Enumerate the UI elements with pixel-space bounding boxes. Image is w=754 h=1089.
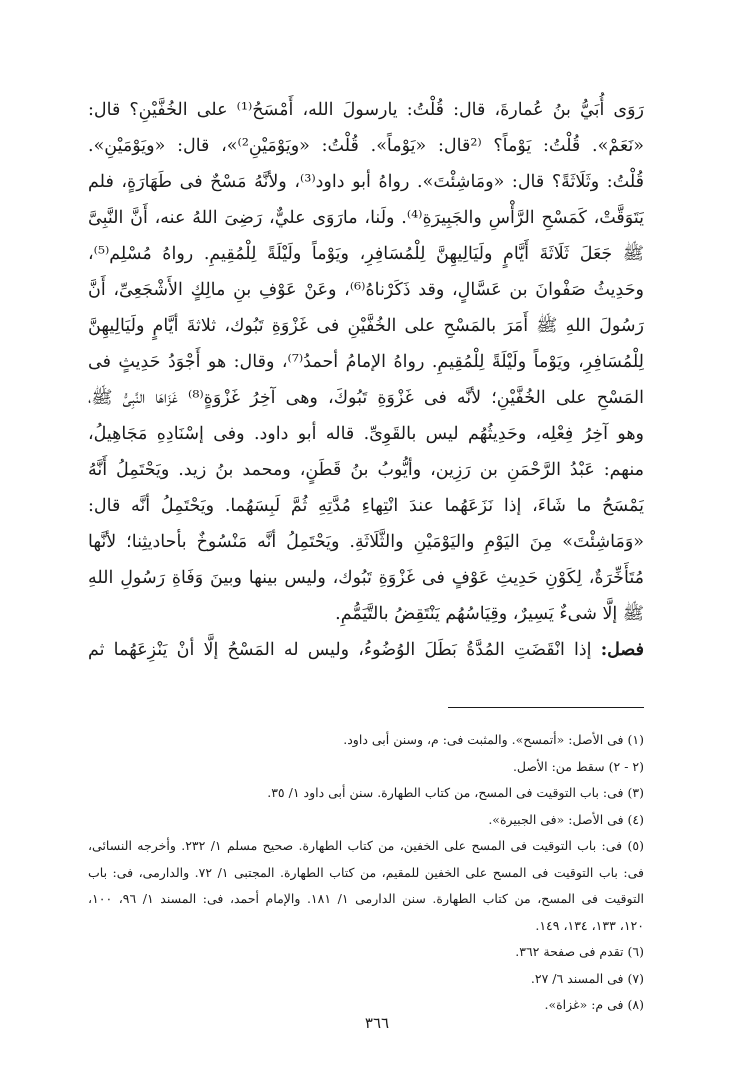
footnote-continuation: فى: باب التوقيت فى المسح على الخفين للمقيم، من كتاب الطهارة. المجتبى ١/ ٧٢. والدارمى، فى: باب (88, 864, 644, 880)
text-line: «وَمَاشِئْتَ» مِنَ اليَوْمِ واليَوْمَيْنِ والثَّلَاثَةِ. ويَحْتَمِلُ أنَّه مَنْسُوخٌ بأحاديثِنا؛ لأنَّها (88, 532, 644, 552)
footnote-continuation: التوقيت فى المسح، من كتاب الطهارة. سنن الدارمى ١/ ١٨١. والإمام أحمد، فى: المسند ١/ ٩٦، ١٠٠، (88, 891, 644, 906)
footnote: (٣) فى: باب التوقيت فى المسح، من كتاب الطهارة. سنن أبى داود ١/ ٣٥. (267, 785, 644, 800)
fasl-line (88, 632, 644, 668)
footnote: (٧) فى المسند ٦/ ٢٧. (530, 970, 644, 986)
text-line: مُتَأَخِّرَةٌ، لِكَوْنِ حَدِيثِ عَوْفٍ فى غَزْوَةِ تَبُوك، وليس بينها وبينَ وَفَاةِ رَسُولِ اللهِ (88, 568, 644, 588)
text-line: ﷺ جَعَلَ ثَلَاثَةَ أَيَّامٍ ولَيَالِيهِنَّ لِلْمُسَافِرِ، ويَوْماً ولَيْلَةً لِلْمُقِيمِ. رواهُ مُسْلِم⁽⁵⁾، (88, 244, 644, 264)
footnote: (١) فى الأصل: «أتمسح». والمثبت فى: م، وسنن أبى داود. (343, 732, 644, 747)
text-line: وهو آخِرُ فِعْلِه، وحَدِيثُهُم ليس بالقَوِىِّ. قاله أبو داود. وفى إسْنَادِهِ مَجَاهِيلُ، (88, 424, 644, 444)
text-line: رَوَى أُبَيُّ بنُ عُمارةَ، قال: قُلْتُ: يارسولَ الله، أَمْسَحُ⁽¹⁾ على الخُفَّيْنِ؟ قال: (88, 100, 644, 120)
text-line: المَسْحِ على الخُفَّيْنِ؛ لأنَّه فى غَزْوَةِ تَبُوكَ، وهى آخِرُ غَزْوَةٍ⁽⁸⁾ غَزَاهَا النَّبِىُّ ﷺ، (88, 388, 644, 408)
footnote: (٢ - ٢) سقط من: الأصل. (512, 758, 644, 774)
text-line: يَتَوَقَّتْ، كَمَسْحِ الرَّأْسِ والجَبِيرَةِ⁽⁴⁾. ولَنا، مارَوَى عليٌّ، رَضِىَ اللهُ عنه، أَنَّ النَّبِىَّ (88, 208, 644, 228)
text-line: رَسُولَ اللهِ ﷺ أَمَرَ بالمَسْحِ على الخُفَّيْنِ فى غَزْوَةِ تَبُوك، ثلاثةَ أيَّامٍ ولَيَالِيهِنَّ (88, 316, 644, 336)
text-line: يَمْسَحُ ما شَاءَ، إذا نَزَعَهُما عندَ انْتِهاءِ مُدَّتِهِ ثُمَّ لَبِسَهُما. ويَحْتَمِلُ أنَّه قال: (88, 496, 644, 516)
main-text (88, 92, 644, 668)
text-line: منهم: عَبْدُ الرَّحْمَنِ بن رَزِين، وأيُّوبُ بنُ قَطَنٍ، ومحمد بنُ زيد. ويَحْتَمِلُ أَنَّهُ (88, 460, 644, 480)
text-line: «نَعَمْ». قُلْتُ: يَوْماً؟ ⁽²قال: «يَوْماً». قُلْتُ: «ويَوْمَيْنِ²⁾»، قال: «ويَوْمَيْنِ». (88, 136, 644, 156)
text-line: وحَدِيثُ صَفْوانَ بن عَسَّالٍ، وقد ذَكَرْناهُ⁽⁶⁾، وعَنْ عَوْفِ بنِ مالِكٍ الأَشْجَعِىِّ، أَنَّ (88, 280, 644, 300)
footnote-continuation: ١٢٠، ١٣٣، ١٣٤، ١٤٩. (535, 917, 644, 933)
footnote-divider (448, 707, 644, 708)
footnote: (٦) تقدم فى صفحة ٣٦٢. (515, 944, 644, 959)
text-line: قُلْتُ: وثَلَاثَةً؟ قال: «ومَاشِئْتَ». رواهُ أبو داود⁽³⁾، ولأنَّهُ مَسْحٌ فى طَهَارَةٍ، فلم (88, 172, 644, 192)
text-line: لِلْمُسَافِرِ، ويَوْماً ولَيْلَةً لِلْمُقِيمِ. رواهُ الإمامُ أحمدُ⁽⁷⁾، وقال: هو أَجْوَدُ حَدِيثٍ فى (88, 352, 644, 372)
footnote: (٤) فى الأصل: «فى الجبيرة». (488, 811, 644, 827)
fasl-text: إذا انْقَضَتِ المُدَّةُ بَطَلَ الوُضُوءُ، وليس له المَسْحُ إلَّا أنْ يَنْزِعَهُما ثم (88, 640, 592, 660)
footnotes (88, 727, 644, 1019)
section-label: فصل: (600, 640, 644, 660)
footnote: (٨) فى م: «غزاة». (544, 997, 644, 1012)
page-number: ٣٦٦ (364, 1014, 390, 1032)
text-line: ﷺ إلَّا شىءٌ يَسِيرٌ، وقِيَاسُهُم يَنْتَقِضُ بالتَّيَمُّمِ. (335, 604, 644, 624)
footnote: (٥) فى: باب التوقيت فى المسح على الخفين، من كتاب الطهارة. صحيح مسلم ١/ ٢٣٢. وأخرجه النسائى، (88, 838, 644, 853)
